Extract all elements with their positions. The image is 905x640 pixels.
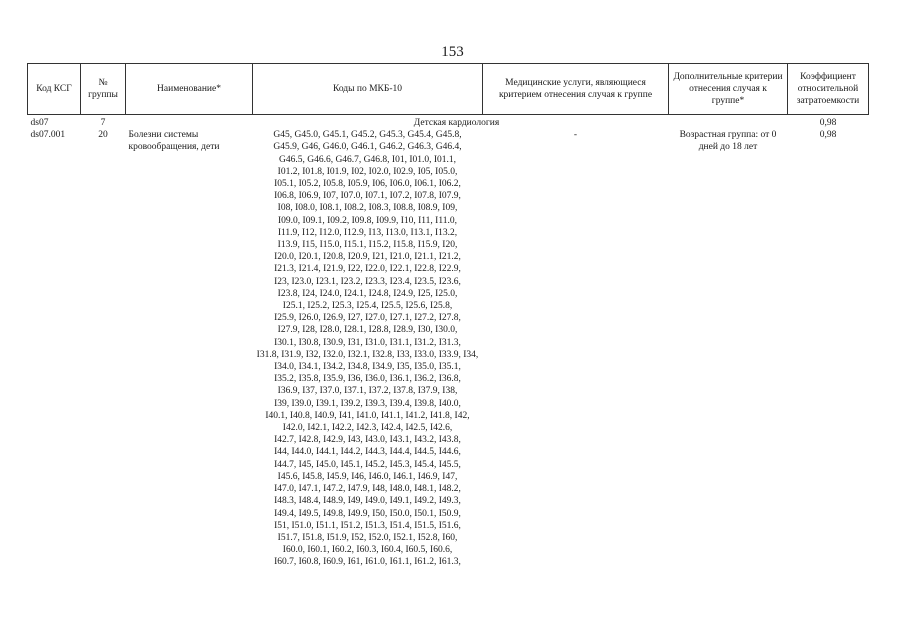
ksg-table	[27, 63, 869, 569]
mkb-code-line: I36.9, I37, I37.0, I37.1, I37.2, I37.8, I37.9, I38,	[277, 386, 458, 397]
row-coefficient: 0,98	[819, 130, 837, 141]
mkb-code-line: I25.1, I25.2, I25.3, I25.4, I25.5, I25.6, I25.8,	[282, 301, 453, 312]
mkb-code-line: I51, I51.0, I51.1, I51.2, I51.3, I51.4, I51.5, I51.6,	[274, 520, 461, 531]
mkb-code-line: I23, I23.0, I23.1, I23.2, I23.3, I23.4, I23.5, I23.6,	[274, 276, 461, 287]
mkb-code-line: I09.0, I09.1, I09.2, I09.8, I09.9, I10, I11, I11.0,	[278, 215, 457, 226]
mkb-code-line: I01.2, I01.8, I01.9, I02, I02.0, I02.9, I05, I05.0,	[277, 166, 458, 177]
mkb-code-line: I30.1, I30.8, I30.9, I31, I31.0, I31.1, I31.2, I31.3,	[274, 337, 461, 348]
mkb-code-line: I42.0, I42.1, I42.2, I42.3, I42.4, I42.5, I42.6,	[282, 423, 453, 434]
mkb-code-line: I11.9, I12, I12.0, I12.9, I13, I13.0, I13.1, I13.2,	[277, 227, 458, 238]
mkb-code-line: I08, I08.0, I08.1, I08.2, I08.3, I08.8, I08.9, I09,	[277, 203, 458, 214]
mkb-code-line: I42.7, I42.8, I42.9, I43, I43.0, I43.1, I43.2, I43.8,	[274, 435, 461, 446]
section-code: ds07	[30, 118, 49, 128]
mkb-code-line: I48.3, I48.4, I48.9, I49, I49.0, I49.1, I49.2, I49.3,	[274, 496, 461, 507]
mkb-code-list	[253, 129, 483, 568]
row-name: Болезни системы кровообращения, дети	[128, 130, 220, 153]
mkb-code-line: I39, I39.0, I39.1, I39.2, I39.3, I39.4, I39.8, I40.0,	[274, 398, 461, 409]
row-extra-criteria: Возрастная группа: от 0 дней до 18 лет	[679, 130, 777, 153]
mkb-code-line: I13.9, I15, I15.0, I15.1, I15.2, I15.8, I15.9, I20,	[277, 240, 458, 251]
row-code: ds07.001	[30, 130, 66, 141]
mkb-code-line: I45.6, I45.8, I45.9, I46, I46.0, I46.1, I46.9, I47,	[277, 471, 458, 482]
mkb-code-line: I06.8, I06.9, I07, I07.0, I07.1, I07.2, I07.8, I07.9,	[274, 191, 461, 202]
section-title: Детская кардиология	[413, 118, 500, 128]
mkb-code-line: I23.8, I24, I24.0, I24.1, I24.8, I24.9, I25, I25.0,	[277, 288, 458, 299]
mkb-code-line: I31.8, I31.9, I32, I32.0, I32.1, I32.8, I33, I33.0, I33.9, I34,	[256, 349, 479, 360]
mkb-code-line: I47.0, I47.1, I47.2, I47.9, I48, I48.0, I48.1, I48.2,	[274, 484, 461, 495]
row-group: 20	[98, 130, 108, 141]
row-services: -	[573, 130, 578, 141]
section-row	[28, 115, 869, 130]
mkb-code-line: I60.7, I60.8, I60.9, I61, I61.0, I61.1, I61.2, I61.3,	[274, 557, 461, 568]
section-coefficient: 0,98	[819, 118, 837, 128]
mkb-code-line: I25.9, I26.0, I26.9, I27, I27.0, I27.1, I27.2, I27.8,	[274, 313, 461, 324]
mkb-code-line: I35.2, I35.8, I35.9, I36, I36.0, I36.1, I36.2, I36.8,	[274, 374, 461, 385]
page-number: 153	[441, 44, 464, 60]
header-mkb-codes: Коды по МКБ-10	[253, 64, 483, 115]
mkb-code-line: I44, I44.0, I44.1, I44.2, I44.3, I44.4, I44.5, I44.6,	[274, 447, 461, 458]
mkb-code-line: I51.7, I51.8, I51.9, I52, I52.0, I52.1, I52.8, I60,	[277, 532, 458, 543]
header-medical-services: Медицинские услуги, являющиеся критерием отнесения случая к группе	[483, 64, 669, 115]
mkb-code-line: I20.0, I20.1, I20.8, I20.9, I21, I21.0, I21.1, I21.2,	[274, 252, 461, 263]
header-group-no: № группы	[81, 64, 126, 115]
header-ksg-code: Код КСГ	[28, 64, 81, 115]
mkb-code-line: G45.9, G46, G46.0, G46.1, G46.2, G46.3, G46.4,	[273, 142, 462, 153]
mkb-code-line: G45, G45.0, G45.1, G45.2, G45.3, G45.4, G45.8,	[273, 130, 462, 141]
header-coefficient: Коэффициент относительной затратоемкости	[788, 64, 869, 115]
mkb-code-line: I44.7, I45, I45.0, I45.1, I45.2, I45.3, I45.4, I45.5,	[274, 459, 461, 470]
mkb-code-line: I49.4, I49.5, I49.8, I49.9, I50, I50.0, I50.1, I50.9,	[274, 508, 461, 519]
mkb-code-line: I27.9, I28, I28.0, I28.1, I28.8, I28.9, I30, I30.0,	[277, 325, 458, 336]
header-name: Наименование*	[126, 64, 253, 115]
mkb-code-line: I60.0, I60.1, I60.2, I60.3, I60.4, I60.5, I60.6,	[282, 545, 453, 556]
mkb-code-line: I21.3, I21.4, I21.9, I22, I22.0, I22.1, I22.8, I22.9,	[274, 264, 461, 275]
mkb-code-line: G46.5, G46.6, G46.7, G46.8, I01, I01.0, I01.1,	[278, 154, 457, 165]
mkb-code-line: I34.0, I34.1, I34.2, I34.8, I34.9, I35, I35.0, I35.1,	[274, 362, 461, 373]
header-row	[28, 64, 869, 115]
table-row	[28, 129, 869, 568]
section-group: 7	[100, 118, 106, 128]
mkb-code-line: I40.1, I40.8, I40.9, I41, I41.0, I41.1, I41.2, I41.8, I42,	[265, 410, 470, 421]
mkb-code-line: I05.1, I05.2, I05.8, I05.9, I06, I06.0, I06.1, I06.2,	[274, 179, 461, 190]
header-extra-criteria: Дополнительные критерии отнесения случая к группе*	[669, 64, 788, 115]
